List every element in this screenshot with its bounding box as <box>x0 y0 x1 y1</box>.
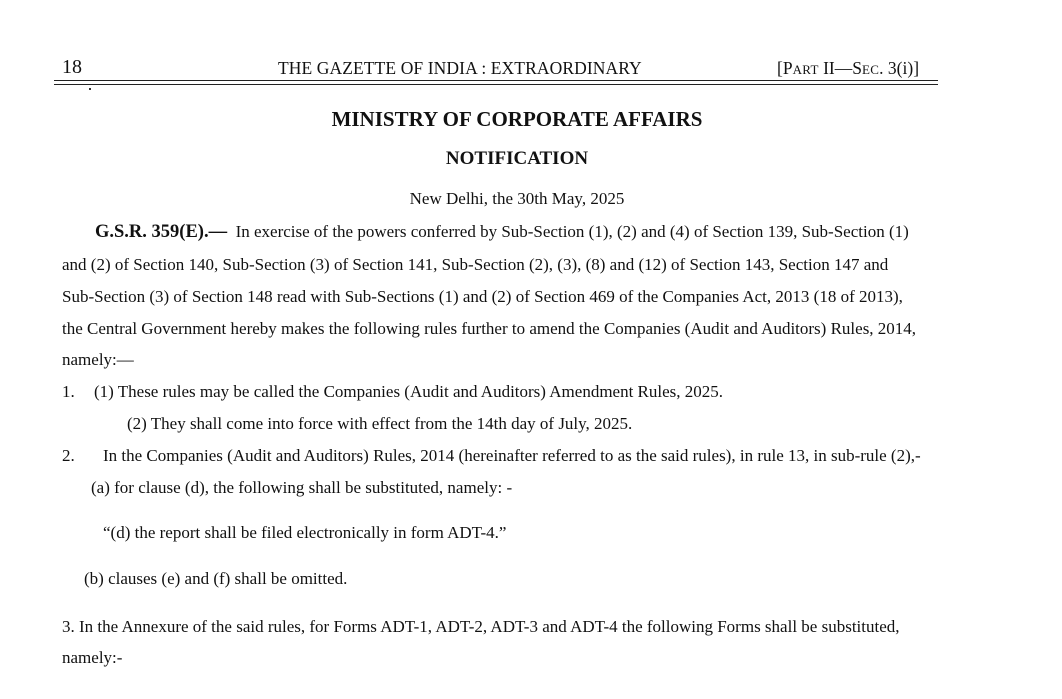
rule-1-number: 1. <box>62 382 75 401</box>
preamble-line-4: the Central Government hereby makes the following rules further to amend the Companies (Audit and Auditors) Rules, 2014, <box>62 319 917 338</box>
stray-dot <box>89 88 91 90</box>
rule-2-number: 2. <box>62 446 75 465</box>
page-number: 18 <box>62 56 82 78</box>
header-rule-top <box>54 80 938 81</box>
preamble-line-5: namely:— <box>62 350 134 369</box>
rule-2-quote: “(d) the report shall be filed electronically in form ADT-4.” <box>103 523 507 542</box>
preamble-line-2: and (2) of Section 140, Sub-Section (3) of Section 141, Sub-Section (2), (3), (8) and (12) of Section 143, Section 147 and <box>62 255 889 274</box>
rule-2-clause-b: (b) clauses (e) and (f) shall be omitted. <box>84 569 348 588</box>
preamble-line-1 <box>95 222 909 243</box>
part-smallcaps: ART <box>792 62 819 77</box>
preamble-text-1: In exercise of the powers conferred by Sub-Section (1), (2) and (4) of Section 139, Sub-Section (1) <box>235 222 909 241</box>
gsr-number: G.S.R. 359(E).— <box>95 222 228 242</box>
header-rule-bottom <box>54 84 938 85</box>
rule-1-sub-2: (2) They shall come into force with effect from the 14th day of July, 2025. <box>127 414 633 433</box>
rule-2-clause-a: (a) for clause (d), the following shall be substituted, namely: - <box>91 478 513 497</box>
part-mid: II—S <box>818 58 862 78</box>
rule-3-line-2: namely:- <box>62 648 123 667</box>
section-smallcaps: EC <box>861 62 880 77</box>
preamble-line-3: Sub-Section (3) of Section 148 read with Sub-Sections (1) and (2) of Section 469 of the Companies Act, 2013 (18 of 2013), <box>62 287 903 306</box>
part-close: . 3(i)] <box>879 58 920 78</box>
ministry-heading: MINISTRY OF CORPORATE AFFAIRS <box>331 107 703 131</box>
part-section-label <box>777 58 919 79</box>
part-open: [P <box>777 58 793 78</box>
gazette-title: THE GAZETTE OF INDIA : EXTRAORDINARY <box>278 58 642 78</box>
rule-2-text: In the Companies (Audit and Auditors) Rules, 2014 (hereinafter referred to as the said rules), in rule 13, in sub-rule (2),- <box>103 446 921 465</box>
dateline: New Delhi, the 30th May, 2025 <box>409 189 625 208</box>
rule-3-line-1: 3. In the Annexure of the said rules, for Forms ADT-1, ADT-2, ADT-3 and ADT-4 the following Forms shall be substituted, <box>62 617 900 636</box>
notification-heading: NOTIFICATION <box>445 148 589 169</box>
rule-1-sub-1: (1) These rules may be called the Companies (Audit and Auditors) Amendment Rules, 2025. <box>94 382 724 401</box>
